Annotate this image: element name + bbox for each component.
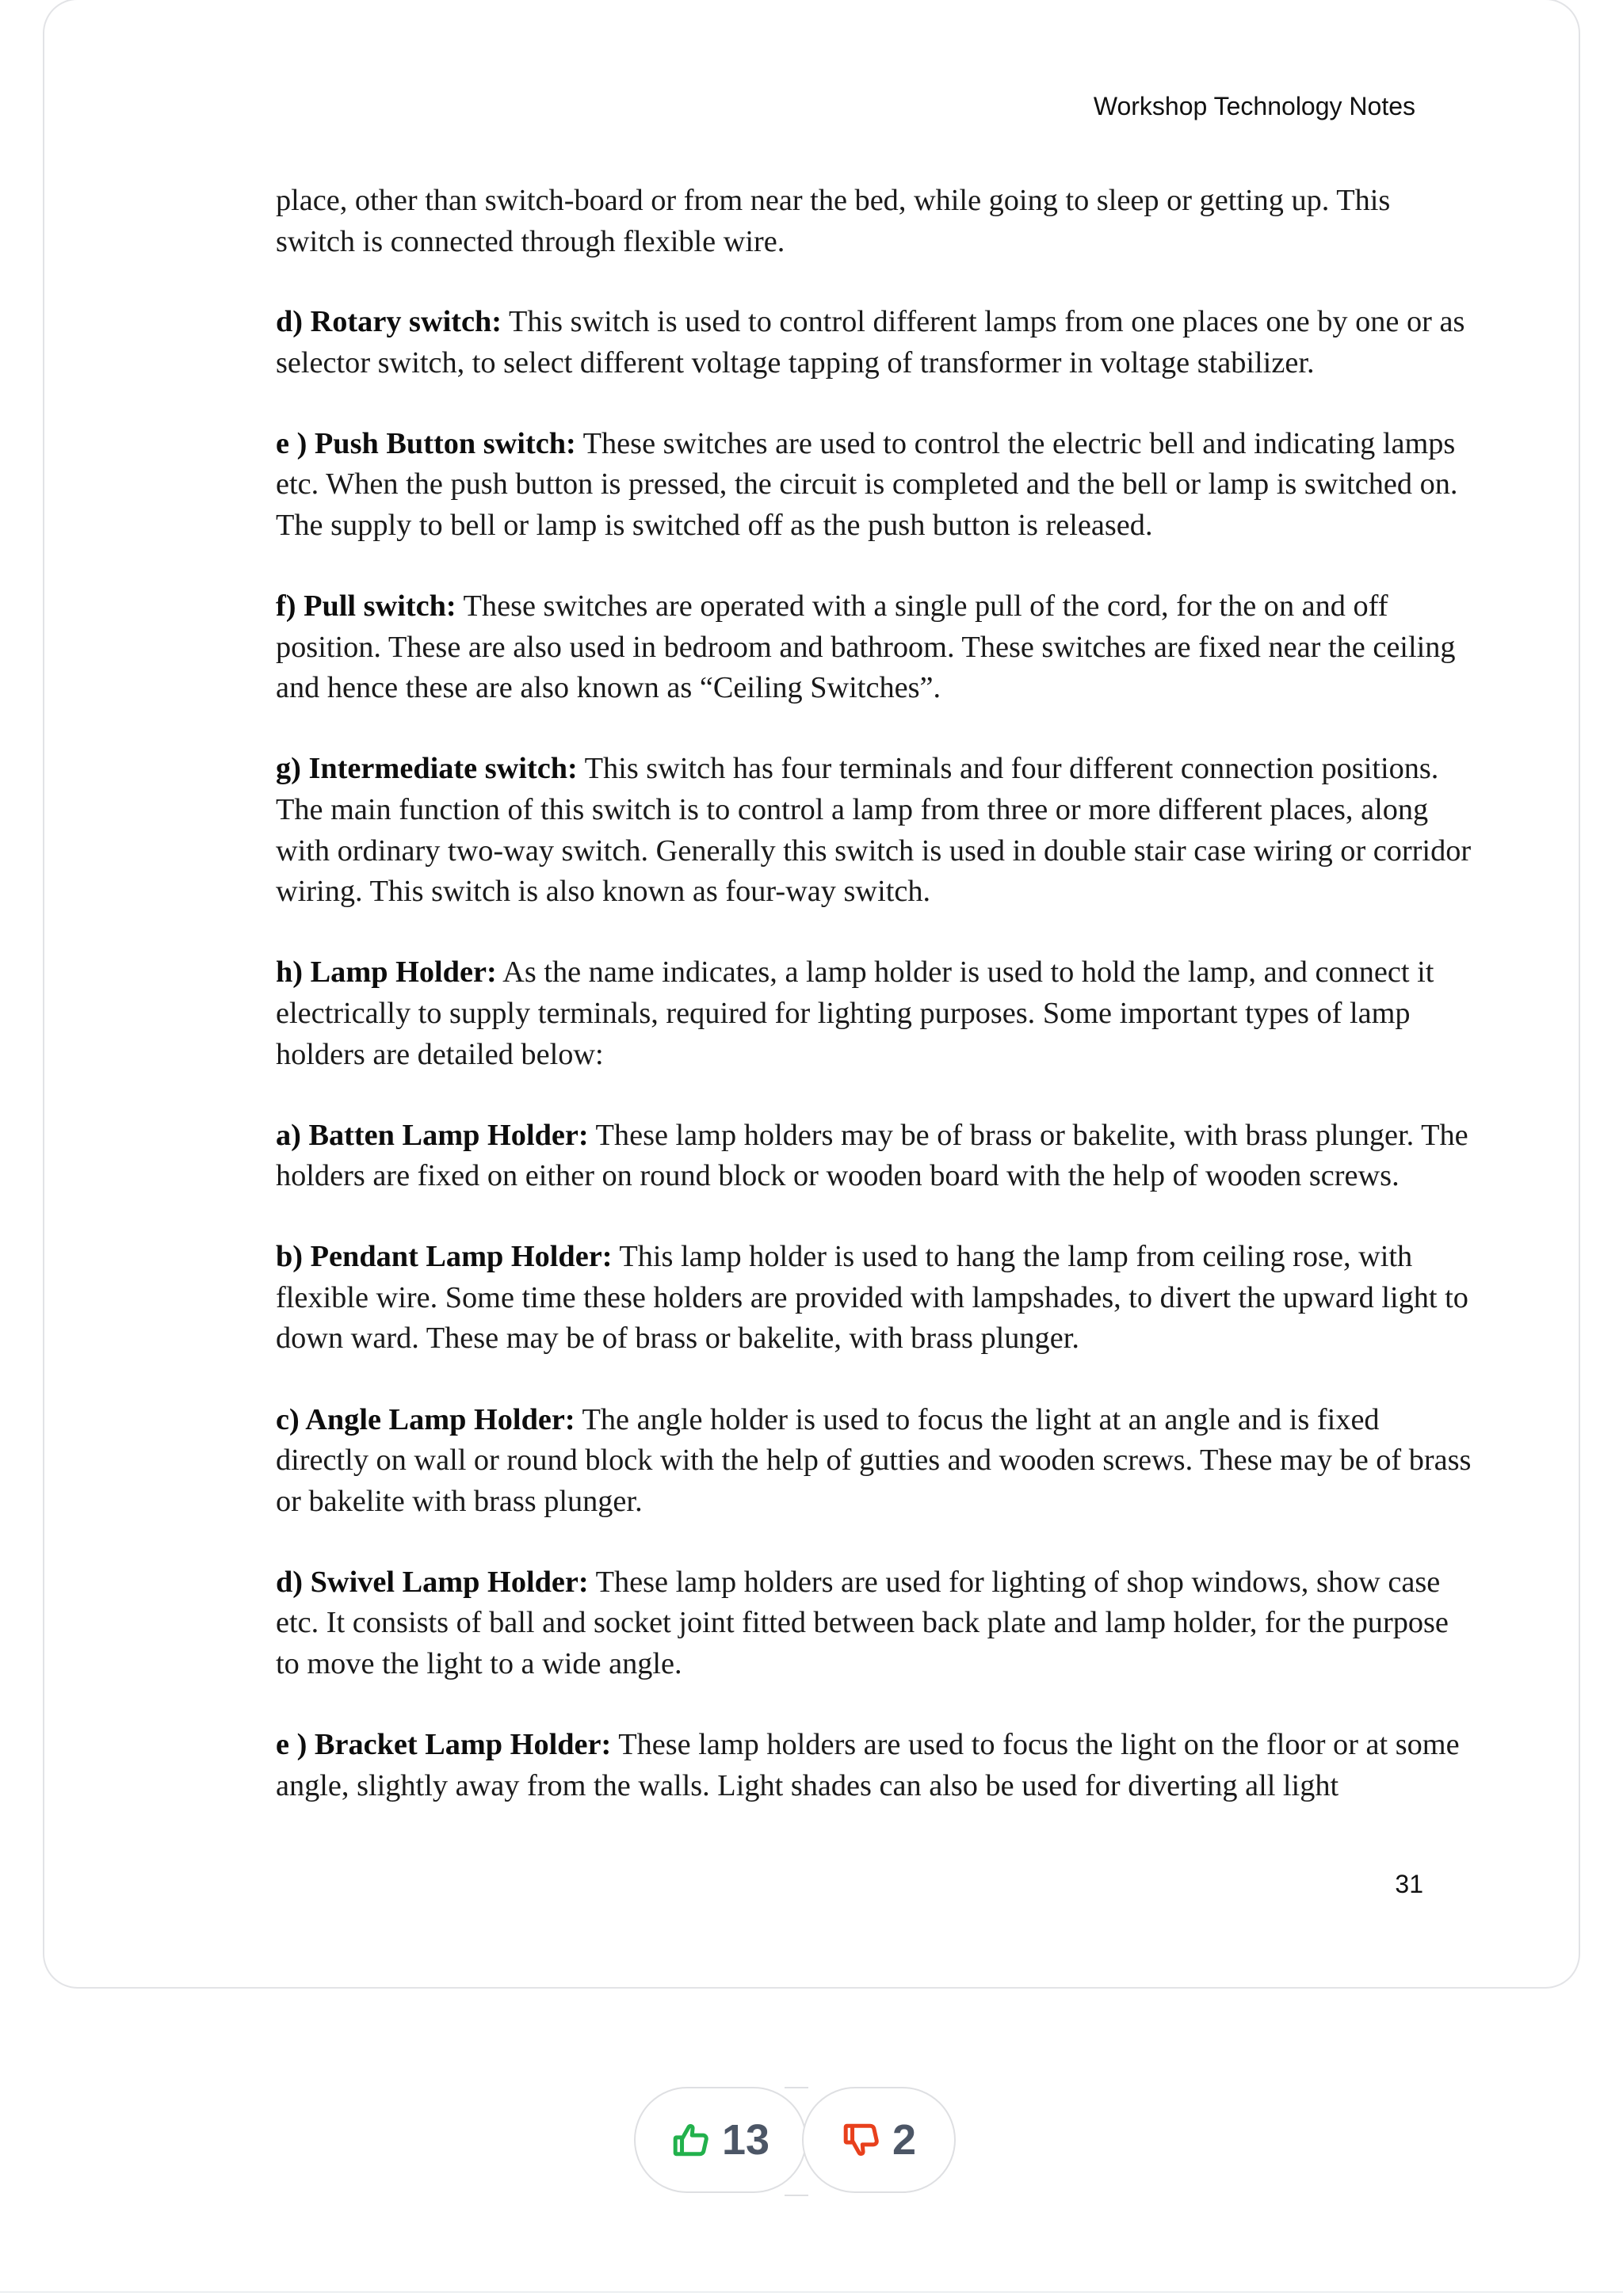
paragraph-batten-lamp-holder: [276, 1116, 1472, 1197]
paragraph-rotary-switch: [276, 302, 1472, 383]
paragraph-term: e ) Push Button switch:: [276, 426, 576, 460]
paragraph-text: The angle holder is used to focus the light at an angle and is fixed directly on wall or round block with the help of gutties and wooden screws. These may be of brass or bakelite with brass plunger.: [276, 1402, 1472, 1518]
paragraph-push-button-switch: [276, 424, 1472, 547]
paragraph-text: This switch has four terminals and four different connection positions. The main function of this switch is to control a lamp from three or more different places, along with ordinary two-way switch. Generally this switch is used in double stair case wiring or corridor wiring. This switch is also known as four-way switch.: [276, 752, 1472, 909]
paragraph-term: c) Angle Lamp Holder:: [276, 1402, 575, 1436]
paragraph-pendant-lamp-holder: [276, 1237, 1472, 1360]
page-number: 31: [1395, 1870, 1423, 1898]
downvote-button[interactable]: [802, 2087, 956, 2193]
paragraph-swivel-lamp-holder: [276, 1562, 1472, 1685]
paragraph-term: f) Pull switch:: [276, 589, 456, 624]
upvote-button[interactable]: [634, 2087, 807, 2193]
paragraph-angle-lamp-holder: [276, 1400, 1472, 1523]
paragraph-continuation: [276, 181, 1472, 262]
paragraph-term: d) Swivel Lamp Holder:: [276, 1565, 589, 1599]
paragraph-text: These switches are used to control the electric bell and indicating lamps etc. When the push button is pressed, the circuit is completed and the bell or lamp is switched on. The supply to bell or lamp is switched off as the push button is released.: [276, 426, 1458, 543]
document-page: [43, 0, 1580, 1989]
footer-divider: [0, 2291, 1623, 2293]
paragraph-term: g) Intermediate switch:: [276, 752, 578, 786]
paragraph-text: This lamp holder is used to hang the lamp from ceiling rose, with flexible wire. Some time these holders are provided with lampshades, to divert the upward light to down ward. These may be of brass or bakelite, with brass plunger.: [276, 1240, 1468, 1356]
paragraph-text: These lamp holders are used to focus the light on the floor or at some angle, slightly away from the walls. Light shades can also be used for diverting all light: [276, 1728, 1460, 1802]
downvote-count: 2: [892, 2116, 917, 2164]
paragraph-text: These lamp holders may be of brass or bakelite, with brass plunger. The holders are fixed on either on round block or wooden board with the help of wooden screws.: [276, 1118, 1468, 1193]
paragraph-intermediate-switch: [276, 749, 1472, 912]
paragraph-text: These lamp holders are used for lighting of shop windows, show case etc. It consists of ball and socket joint fitted between back plate and lamp holder, for the purpose to move the light to a wide angle.: [276, 1565, 1449, 1681]
paragraph-bracket-lamp-holder: [276, 1725, 1472, 1806]
paragraph-text: This switch is used to control different lamps from one places one by one or as selector switch, to select different voltage tapping of transformer in voltage stabilizer.: [276, 305, 1465, 379]
paragraph-text: These switches are operated with a single pull of the cord, for the on and off position. These are also used in bedroom and bathroom. These switches are fixed near the ceiling and hence these are also known as “Ceiling Switches”.: [276, 589, 1456, 705]
thumbs-down-icon: [842, 2120, 881, 2160]
paragraph-term: b) Pendant Lamp Holder:: [276, 1240, 613, 1274]
paragraph-term: h) Lamp Holder:: [276, 955, 497, 990]
paragraph-lamp-holder: [276, 952, 1472, 1075]
paragraph-term: d) Rotary switch:: [276, 305, 502, 339]
vote-bar: [634, 2087, 956, 2195]
paragraph-text: As the name indicates, a lamp holder is used to hold the lamp, and connect it electrically to supply terminals, required for lighting purposes. Some important types of lamp holders are detailed below:: [276, 955, 1434, 1071]
paragraph-term: a) Batten Lamp Holder:: [276, 1118, 589, 1152]
paragraph-pull-switch: [276, 586, 1472, 709]
thumbs-up-icon: [671, 2120, 711, 2160]
document-body: [276, 181, 1472, 1847]
running-header: Workshop Technology Notes: [1093, 92, 1415, 120]
paragraph-text: place, other than switch-board or from near the bed, while going to sleep or getting up. This switch is connected through flexible wire.: [276, 184, 1391, 258]
upvote-count: 13: [721, 2116, 770, 2164]
paragraph-term: e ) Bracket Lamp Holder:: [276, 1728, 612, 1762]
